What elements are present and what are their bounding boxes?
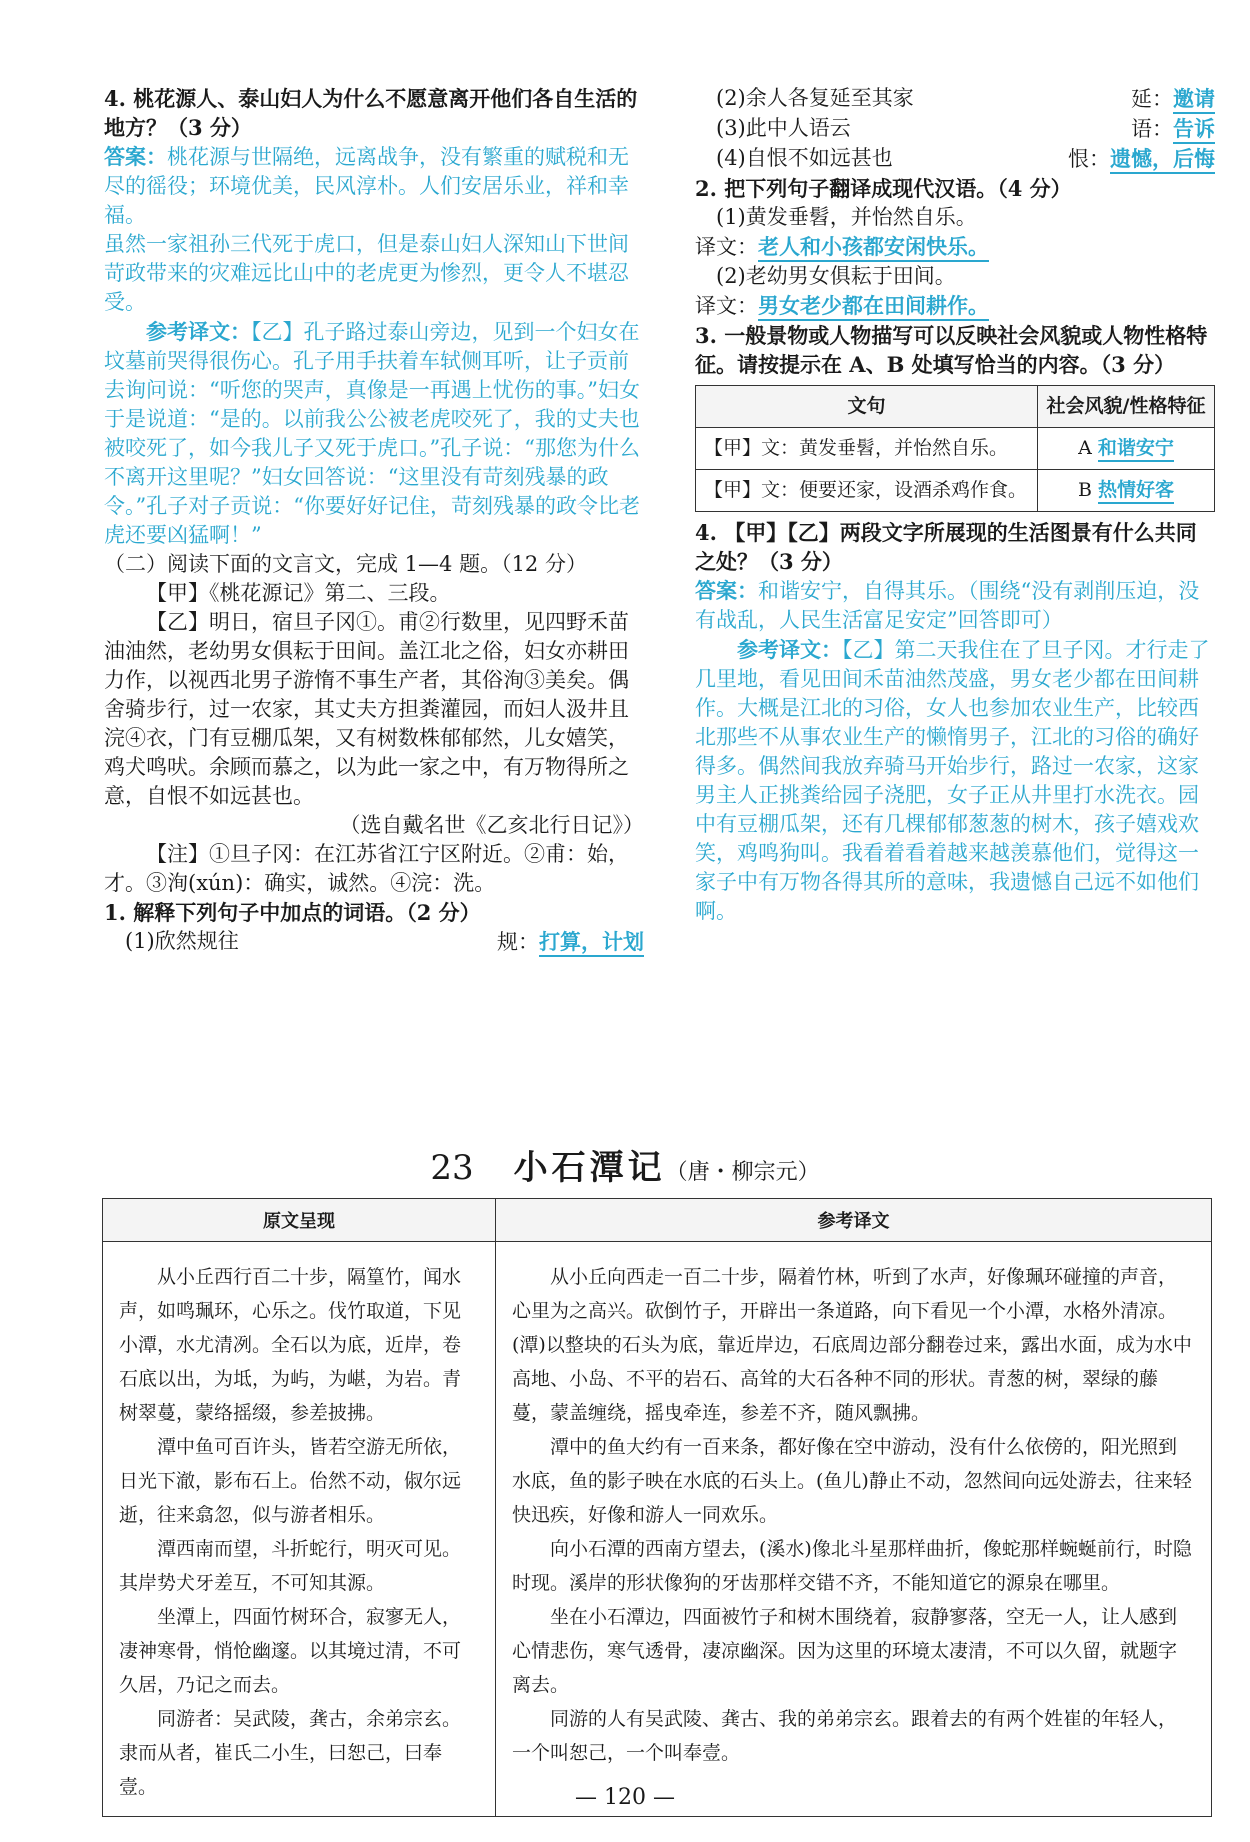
original-header: 原文呈现 (103, 1199, 496, 1242)
q3-table-row-1-answer: 和谐安宁 (1098, 437, 1174, 462)
q2-item-1-answer: 老人和小孩都安闲快乐。 (758, 234, 989, 262)
section-2-heading: （二）阅读下面的文言文，完成 1—4 题。（12 分） (104, 552, 587, 576)
passage-source: （选自戴名世《乙亥北行日记》） (339, 813, 644, 837)
q3-table-row-2-sentence: 【甲】文：便要还家，设酒杀鸡作食。 (696, 470, 1038, 512)
q2-item-2: (2)老幼男女俱耘于田间。 (716, 264, 956, 288)
ref-label-right: 参考译文： (737, 637, 842, 662)
translation-paragraph: 坐在小石潭边，四面被竹子和树木围绕着，寂静寥落，空无一人，让人感到心情悲伤，寒气透骨，凄凉幽深。因为这里的环境太凄清，不可以久留，就题字离去。 (512, 1606, 1178, 1696)
q1-stem: 1. 解释下列句子中加点的词语。（2 分） (104, 900, 481, 925)
q2-stem: 2. 把下列句子翻译成现代汉语。（4 分） (695, 176, 1072, 201)
q1-item-4-answer: 遗憾，后悔 (1110, 146, 1215, 174)
passage-yi: 【乙】明日，宿旦子冈①。甫②行数里，见四野禾苗油油然，老幼男女俱耘于田间。盖江北之俗，妇女亦耕田力作，以视西北男子游惰不事生产者，其俗洵③美矣。偶舍骑步行，过一农家，其丈夫方担粪灌园，而妇人汲井且浣④衣，门有豆棚瓜架，又有树数株郁郁然，儿女嬉笑，鸡犬鸣吠。余顾而慕之，以为此一家之中，有万物得所之意，自恨不如远甚也。 (104, 610, 629, 808)
right-column (695, 84, 1215, 926)
q1-item-2: (2)余人各复延至其家 (716, 86, 914, 110)
q1-item-1: (1)欣然规往 (125, 929, 239, 953)
q3-stem: 3. 一般景物或人物描写可以反映社会风貌或人物性格特征。请按提示在 A、B 处填写恰当的内容。（3 分） (695, 323, 1208, 377)
q2-item-1-label: 译文： (695, 235, 758, 259)
q3-table-row-2-answer: 热情好客 (1098, 479, 1174, 504)
q1-item-2-answer: 邀请 (1173, 86, 1215, 114)
lesson-title (0, 1140, 1250, 1189)
original-paragraph: 潭西南而望，斗折蛇行，明灭可见。其岸势犬牙差互，不可知其源。 (119, 1538, 462, 1594)
q1-item-3: (3)此中人语云 (716, 116, 851, 140)
lesson-table (102, 1198, 1212, 1817)
q2-item-2-label: 译文： (695, 294, 758, 318)
q2-item-1: (1)黄发垂髫，并怡然自乐。 (716, 205, 977, 229)
passage-note: 【注】①旦子冈：在江苏省江宁区附近。②甫：始，才。③洵(xún)：确实，诚然。④浣：洗。 (104, 842, 629, 895)
q4-answer: 和谐安宁，自得其乐。（围绕“没有剥削压迫，没有战乱，人民生活富足安定”回答即可） (695, 579, 1200, 632)
original-text (103, 1242, 496, 1817)
q1-item-2-word: 延： (1131, 87, 1173, 111)
q2-item-2-answer: 男女老少都在田间耕作。 (758, 293, 989, 321)
q4-answer-1: 桃花源与世隔绝，远离战争，没有繁重的赋税和无尽的徭役；环境优美，民风淳朴。人们安居乐业，祥和幸福。 (104, 145, 629, 227)
translation-paragraph: 潭中的鱼大约有一百来条，都好像在空中游动，没有什么依傍的，阳光照到水底，鱼的影子映在水底的石头上。(鱼儿)静止不动，忽然间向远处游去，往来轻快迅疾，好像和游人一同欢乐。 (512, 1436, 1192, 1526)
ref-text: 【乙】孔子路过泰山旁边，见到一个妇女在坟墓前哭得很伤心。孔子用手扶着车轼侧耳听，让子贡前去询问说：“听您的哭声，真像是一再遇上忧伤的事。”妇女于是说道：“是的。以前我公公被老虎咬死了，我的丈夫也被咬死了，如今我儿子又死于虎口。”孔子说：“那您为什么不离开这里呢？”妇女回答说：“这里没有苛刻残暴的政令。”孔子对子贡说：“你要好好记住，苛刻残暴的政令比老虎还要凶猛啊！” (104, 320, 640, 547)
q1-item-3-answer: 告诉 (1173, 116, 1215, 144)
q4-answer-label: 答案： (695, 578, 758, 603)
q4-answer-2: 虽然一家祖孙三代死于虎口，但是泰山妇人深知山下世间苛政带来的灾难远比山中的老虎更为惨烈，更令人不堪忍受。 (104, 232, 629, 314)
ref-label: 参考译文： (146, 319, 251, 344)
q1-item-4-word: 恨： (1068, 147, 1110, 171)
translation-paragraph: 从小丘向西走一百二十步，隔着竹林，听到了水声，好像珮环碰撞的声音，心里为之高兴。砍倒竹子，开辟出一条道路，向下看见一个小潭，水格外清凉。(潭)以整块的石头为底，靠近岸边，石底周边部分翻卷过来，露出水面，成为水中高地、小岛、不平的岩石、高耸的大石各种不同的形状。青葱的树，翠绿的藤蔓，蒙盖缠绕，摇曳牵连，参差不齐，随风飘拂。 (512, 1266, 1192, 1424)
original-paragraph: 从小丘西行百二十步，隔篁竹，闻水声，如鸣珮环，心乐之。伐竹取道，下见小潭，水尤清冽。全石以为底，近岸，卷石底以出，为坻，为屿，为嵁，为岩。青树翠蔓，蒙络摇缀，参差披拂。 (119, 1266, 462, 1424)
original-paragraph: 坐潭上，四面竹树环合，寂寥无人，凄神寒骨，悄怆幽邃。以其境过清，不可久居，乃记之而去。 (119, 1606, 462, 1696)
original-paragraph: 潭中鱼可百许头，皆若空游无所依，日光下澈，影布石上。佁然不动，俶尔远逝，往来翕忽，似与游者相乐。 (119, 1436, 462, 1526)
q3-table-header-sentence: 文句 (696, 386, 1038, 428)
lesson-name: 小石潭记 (513, 1148, 666, 1188)
passage-jia: 【甲】《桃花源记》第二、三段。 (146, 581, 451, 605)
ref-text-right: 【乙】第二天我住在了旦子冈。才行走了几里地，看见田间禾苗油然茂盛，男女老少都在田间耕作。大概是江北的习俗，女人也参加农业生产，比较西北那些不从事农业生产的懒惰男子，江北的习俗的确好得多。偶然间我放弃骑马开始步行，路过一农家，这家男主人正挑粪给园子浇肥，女子正从井里打水洗衣。园中有豆棚瓜架，还有几棵郁郁葱葱的树木，孩子嬉戏欢笑，鸡鸣狗叫。我看着看着越来越羡慕他们，觉得这一家子中有万物各得其所的意味，我遗憾自己远不如他们啊。 (695, 638, 1210, 923)
q1-item-1-answer: 打算，计划 (539, 929, 644, 957)
lesson-author: （唐・柳宗元） (665, 1160, 820, 1185)
q1-item-4: (4)自恨不如远甚也 (716, 146, 893, 170)
q1-item-3-word: 语： (1131, 117, 1173, 141)
q4-stem: 4. 桃花源人、泰山妇人为什么不愿意离开他们各自生活的地方？（3 分） (104, 86, 638, 140)
page-number: — 120 — (575, 1785, 675, 1810)
q1-item-1-word: 规： (497, 930, 539, 954)
translation-paragraph: 同游的人有吴武陵、龚古、我的弟弟宗玄。跟着去的有两个姓崔的年轻人，一个叫恕己，一个叫奉壹。 (512, 1708, 1178, 1764)
q3-table-row-1-sentence: 【甲】文：黄发垂髫，并怡然自乐。 (696, 428, 1038, 470)
answer-label: 答案： (104, 144, 167, 169)
q3-table (695, 385, 1215, 512)
q3-table-row-2-letter: B (1077, 479, 1092, 501)
translation-text (496, 1242, 1212, 1817)
translation-header: 参考译文 (496, 1199, 1212, 1242)
q3-table-row-1-letter: A (1078, 437, 1092, 459)
original-paragraph: 同游者：吴武陵，龚古，余弟宗玄。隶而从者，崔氏二小生，曰恕己，曰奉壹。 (119, 1708, 462, 1798)
left-column (104, 84, 644, 957)
translation-paragraph: 向小石潭的西南方望去，(溪水)像北斗星那样曲折，像蛇那样蜿蜒前行，时隐时现。溪岸的形状像狗的牙齿那样交错不齐，不能知道它的源泉在哪里。 (512, 1538, 1192, 1594)
q3-table-header-feature: 社会风貌/性格特征 (1038, 386, 1215, 428)
q4-stem-right: 4. 【甲】【乙】两段文字所展现的生活图景有什么共同之处？（3 分） (695, 520, 1197, 574)
lesson-number: 23 (430, 1148, 474, 1188)
